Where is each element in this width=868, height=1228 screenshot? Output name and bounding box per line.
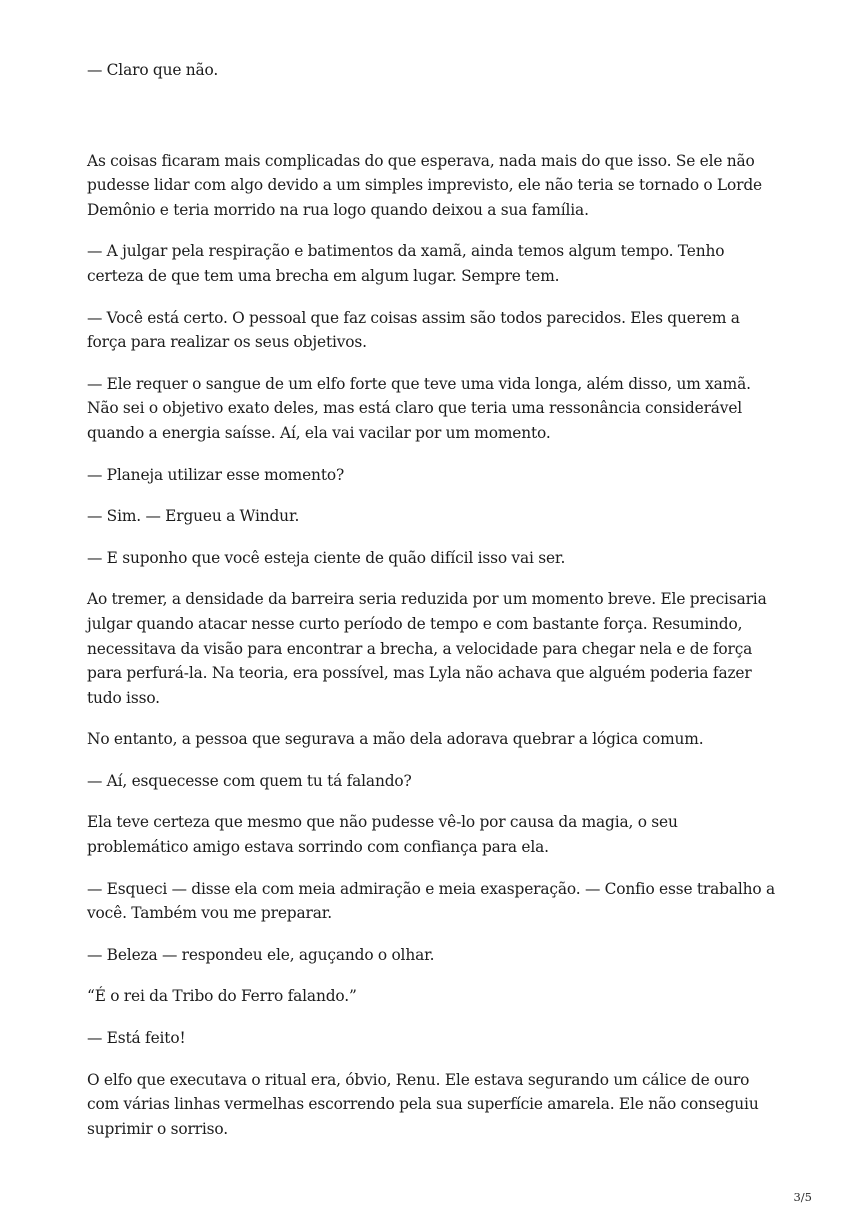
paragraph: — Claro que não. [87, 61, 219, 79]
paragraph: — Beleza — respondeu ele, aguçando o olhar. [87, 945, 435, 964]
paragraph: — Esqueci — disse ela com meia admiração e meia exasperação. — Confio esse trabalho a você. Também vou me preparar. [87, 879, 775, 923]
paragraph: — Planeja utilizar esse momento? [87, 465, 345, 484]
paragraph: O elfo que executava o ritual era, óbvio, Renu. Ele estava segurando um cálice de ouro com várias linhas vermelhas escorrendo pela sua superfície amarela. Ele não conseguiu suprimir o sorriso. [87, 1070, 759, 1138]
paragraph: — Sim. — Ergueu a Windur. [87, 507, 300, 526]
paragraph: — Aí, esquecesse com quem tu tá falando? [87, 771, 412, 790]
paragraph: Ela teve certeza que mesmo que não pudesse vê-lo por causa da magia, o seu problemático amigo estava sorrindo com confiança para ela. [87, 813, 678, 857]
paragraph: — A julgar pela respiração e batimentos da xamã, ainda temos algum tempo. Tenho certeza de que tem uma brecha em algum lugar. Sempre tem. [87, 242, 725, 285]
paragraph: No entanto, a pessoa que segurava a mão dela adorava quebrar a lógica comum. [87, 730, 704, 749]
paragraph: Ao tremer, a densidade da barreira seria reduzida por um momento breve. Ele precisaria julgar quando atacar nesse curto período de tempo e com bastante força. Resumindo, necessitava da visão para encontrar a brecha, a velocidade para chegar nela e de força para perfurá-la. Na teoria, era possível, mas Lyla não achava que alguém poderia fazer tudo isso. [87, 590, 767, 707]
paragraph: — E suponho que você esteja ciente de quão difícil isso vai ser. [87, 548, 566, 567]
paragraph: — Está feito! [87, 1029, 186, 1048]
paragraph: As coisas ficaram mais complicadas do que esperava, nada mais do que isso. Se ele não pudesse lidar com algo devido a um simples imprevisto, ele não teria se tornado o Lorde Demônio e teria morrido na rua logo quando deixou a sua família. [87, 151, 762, 219]
paragraph: — Você está certo. O pessoal que faz coisas assim são todos parecidos. Eles querem a força para realizar os seus objetivos. [87, 308, 740, 352]
page-number: 3/5 [793, 1190, 812, 1204]
paragraph: “É o rei da Tribo do Ferro falando.” [87, 987, 357, 1006]
paragraph: — Ele requer o sangue de um elfo forte que teve uma vida longa, além disso, um xamã. Não sei o objetivo exato deles, mas está claro que teria uma ressonância considerável quando a energia saísse. Aí, ela vai vacilar por um momento. [87, 374, 751, 442]
document-page [87, 58, 783, 1158]
